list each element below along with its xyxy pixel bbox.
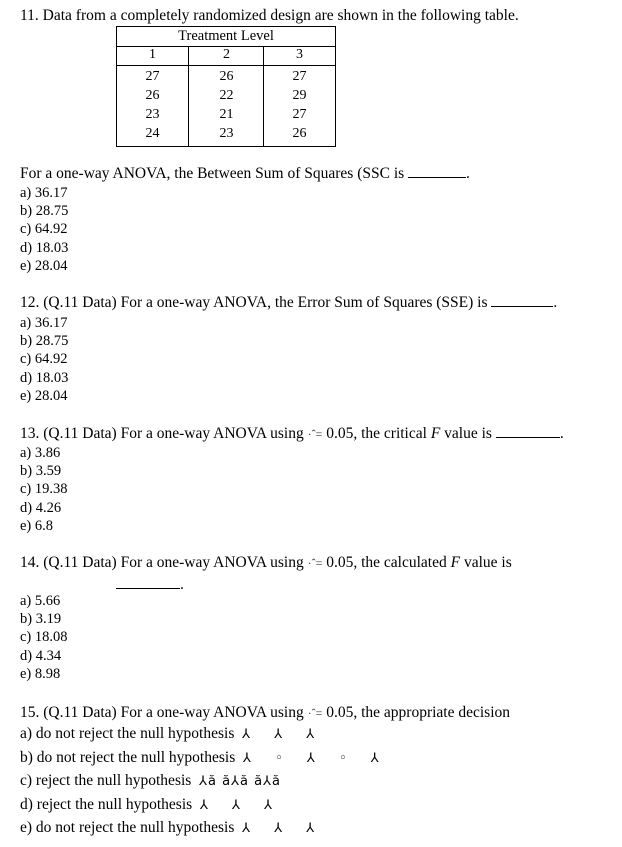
option-b: b) 28.75 [20,333,69,350]
q11-prompt [20,165,470,183]
option-e: e) 8.98 [20,665,61,682]
table-cell: 29 [292,88,307,103]
option-b: b) 3.19 [20,611,62,628]
option-b: b) 28.75 [20,203,69,220]
q12-prompt-text: 12. (Q.11 Data) For a one-way ANOVA, the Error Sum of Squares (SSE) is [20,294,488,311]
option-e [20,817,389,841]
q14-prompt-b: 0.05, the calculated [322,554,451,571]
option-e: e) 28.04 [20,257,68,274]
q14-prompt-c: value is [460,554,512,571]
option-text: e) do not reject the null hypothesis [20,819,235,836]
q14-prompt [20,554,512,572]
alpha-symbol: ·ˆ= [307,706,323,720]
option-b: b) 3.59 [20,463,62,480]
option-text: a) do not reject the null hypothesis [20,725,235,742]
garbled-glyphs: ⅄ ◦ ⅄ ◦ ⅄ [243,750,389,766]
q13-trail: . [559,425,564,442]
q15-options [20,723,389,841]
table-col-header: 2 [223,47,230,62]
garbled-glyphs: ⅄ ⅄ ⅄ [242,727,325,742]
q12-trail: . [553,294,558,311]
garbled-glyphs: ⅄ă ă⅄ă ă⅄ă [199,774,281,789]
alpha-symbol: ·ˆ= [307,556,323,570]
option-c [20,770,389,794]
option-d: d) 18.03 [20,369,69,386]
alpha-symbol: ·ˆ= [307,427,323,441]
q11-trail: . [466,165,470,182]
q15-prompt-a: 15. (Q.11 Data) For a one-way ANOVA using [20,704,304,721]
option-c: c) 18.08 [20,629,68,646]
table-cell: 26 [219,69,234,84]
option-a: a) 36.17 [20,315,68,331]
option-c: c) 19.38 [20,481,68,498]
option-c: c) 64.92 [20,351,68,368]
option-a [20,723,389,747]
garbled-glyphs: ⅄ ⅄ ⅄ [242,821,325,836]
table-cell: 26 [145,88,160,103]
q12-options [20,314,68,405]
table-rule [116,65,336,66]
q13-prompt [20,425,564,443]
option-e: e) 6.8 [20,517,54,534]
f-symbol: F [450,554,461,571]
table-col-header: 3 [296,47,303,62]
q15-prompt [20,704,510,722]
option-a: a) 3.86 [20,445,61,461]
option-b [20,747,389,771]
option-e: e) 28.04 [20,387,68,404]
answer-blank [496,427,560,438]
q13-prompt-a: 13. (Q.11 Data) For a one-way ANOVA using [20,425,304,442]
option-d [20,794,389,818]
table-col-header: 1 [149,47,156,62]
garbled-glyphs: ⅄ ⅄ ⅄ [199,797,283,813]
table-cell: 24 [145,126,160,141]
table-cell: 27 [145,69,160,84]
q13-prompt-b: 0.05, the critical [322,425,431,442]
option-a: a) 36.17 [20,185,68,201]
q14-trail: . [180,576,184,593]
option-d: d) 4.26 [20,499,62,516]
q11-options [20,184,68,275]
table-cell: 26 [292,126,307,141]
option-text: d) reject the null hypothesis [20,795,193,813]
table-cell: 27 [292,107,307,122]
table-cell: 23 [219,126,234,141]
q14-prompt-a: 14. (Q.11 Data) For a one-way ANOVA using [20,554,304,571]
q14-blank-line [116,576,184,594]
answer-blank [408,167,466,178]
table-cell: 21 [219,107,234,122]
option-c: c) 64.92 [20,221,68,238]
q13-options [20,444,68,535]
option-a: a) 5.66 [20,593,61,609]
q15-prompt-b: 0.05, the appropriate decision [322,704,511,721]
option-text: c) reject the null hypothesis [20,772,192,789]
q12-prompt [20,294,557,312]
table-cell: 27 [292,69,307,84]
q14-options [20,592,68,683]
option-text: b) do not reject the null hypothesis [20,748,236,766]
q11-stem: 11. Data from a completely randomized design are shown in the following table. [20,7,519,24]
table-header: Treatment Level [178,28,274,44]
option-d: d) 18.03 [20,239,69,256]
option-d: d) 4.34 [20,647,62,664]
q13-prompt-c: value is [440,425,492,442]
q11-prompt-text: For a one-way ANOVA, the Between Sum of Squares (SSC is [20,165,405,182]
table-cell: 23 [145,107,160,122]
f-symbol: F [430,425,441,442]
answer-blank [116,578,180,589]
table-cell: 22 [219,88,234,103]
answer-blank [491,296,553,307]
